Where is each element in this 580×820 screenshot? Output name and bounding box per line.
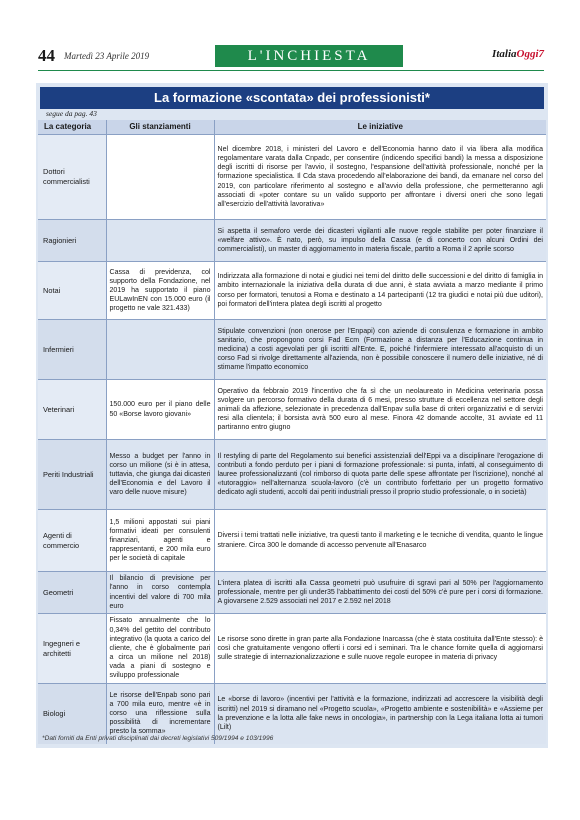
category-cell: Ragionieri — [38, 220, 106, 262]
logo-text-left: Italia — [492, 48, 517, 60]
category-cell: Agenti di commercio — [38, 510, 106, 572]
table-row — [38, 220, 546, 262]
initiatives-cell: Le risorse sono dirette in gran parte alla Fondazione Inarcassa (che è stata costituita dall'Ente stesso): è così che gratuitamente vengono offerti i corsi ed i seminari. Tra le chance fornite quella di aggiornarsi sulle strategie di internazionalizzazione e sulle nuove regole europee in materia di privacy — [214, 614, 546, 684]
funds-cell: Il bilancio di previsione per l'anno in corso contempla incentivi del valore di 700 mila euro — [106, 572, 214, 614]
category-cell: Dottori commercialisti — [38, 135, 106, 220]
table-row — [38, 380, 546, 440]
logo-text-right: Oggi7 — [516, 48, 544, 60]
table-row — [38, 135, 546, 220]
continued-note: segue da pag. 43 — [46, 109, 97, 118]
funds-cell: 150.000 euro per il piano delle 50 «Borse lavoro giovani» — [106, 380, 214, 440]
funds-cell — [106, 220, 214, 262]
newspaper-logo — [492, 48, 544, 60]
funds-cell — [106, 320, 214, 380]
issue-date: Martedì 23 Aprile 2019 — [64, 51, 150, 61]
initiatives-cell: Si aspetta il semaforo verde dei dicasteri vigilanti alle nuove regole stabilite per poter finanziare il «welfare attivo». È nato, però, su impulso della Cassa (e di concerto con alcuni Ordini dei commercialisti), un master di aggiornamento in materia fiscale, partito a Roma il 2 aprile scorso — [214, 220, 546, 262]
initiatives-cell: Nel dicembre 2018, i ministeri del Lavoro e dell'Economia hanno dato il via libera alla modifica regolamentare varata dalla Cnpadc, per consentire (indicendo specifici bandi) la messa a disposizione degli iscritti di risorse per l'avvio, il sostegno, l'espansione dell'attività professionale, nonché per la formazione specialistica. Il Cda stava procedendo all'elaborazione dei bandi, da emanare nel corso del 2019, con particolare riferimento al sostegno e all'avvio della professione, che permetteranno agli associati di «poter contare su un valido supporto per affrontare i diversi oneri che sono legati all'esercizio dell'attività lavorativa» — [214, 135, 546, 220]
page-number: 44 — [38, 46, 55, 65]
column-header-category: La categoria — [38, 120, 106, 135]
funds-cell: Messo a budget per l'anno in corso un milione (si è in attesa, tuttavia, che giunga dai dicasteri dell'Economia e del Lavoro il varo delle nuove misure) — [106, 440, 214, 510]
initiatives-cell: Diversi i temi trattati nelle iniziative, tra questi tanto il marketing e le tecniche di vendita, quanto le lingue straniere. Circa 300 le domande di accesso pervenute all'Enasarco — [214, 510, 546, 572]
table-row — [38, 440, 546, 510]
table-row — [38, 572, 546, 614]
category-cell: Veterinari — [38, 380, 106, 440]
section-label: L'INCHIESTA — [215, 45, 403, 67]
header-rule — [38, 70, 544, 71]
funds-cell: Cassa di previdenza, col supporto della Fondazione, nel 2019 ha supportato il piano EULawInEN con 15.000 euro (il progetto ne vale 321.433) — [106, 262, 214, 320]
table-row — [38, 320, 546, 380]
funds-cell: Fissato annualmente che lo 0,34% del gettito del contributo integrativo (la quota a carico del cliente, che è globalmente pari a circa un milione nel 2018) vada a piani di sostegno e sviluppo professionale — [106, 614, 214, 684]
professions-table — [38, 120, 546, 744]
article-title: La formazione «scontata» dei professionisti* — [40, 87, 544, 109]
initiatives-cell: L'intera platea di iscritti alla Cassa geometri può usufruire di sgravi pari al 50% per l'aggiornamento professionale, mentre per gli under35 l'abbattimento dei costi del 50% c'è pure per i corsi di formazione. A giovarsene 2.529 associati nel 2017 e 2.592 nel 2018 — [214, 572, 546, 614]
initiatives-cell: Stipulate convenzioni (non onerose per l'Enpapi) con aziende di consulenza e formazione in ambito sanitario, che propongono corsi Fad Ecm (Formazione a distanza per l'Educazione continua in medicina) a costi agevolati per gli iscritti all'Ente. E, poiché l'infermiere interessato all'acquisto di un corso Fad si rivolge direttamente all'azienda, non è possibile conoscere il numero delle iniziative, né di stimame l'impatto economico — [214, 320, 546, 380]
column-header-funds: Gli stanziamenti — [106, 120, 214, 135]
category-cell: Periti Industriali — [38, 440, 106, 510]
initiatives-cell: Indirizzata alla formazione di notai e giudici nei temi del diritto delle successioni e del diritto di famiglia in ambito internazionale la iniziativa della durata di due anni, è stata avviata a marzo mediante il primo corso per formatori, tenutosi a Roma e destinato a 14 partecipanti (12 tra giudici e notai più due uditori), poi formatori dell'intera platea degli iscritti al progetto — [214, 262, 546, 320]
column-header-initiatives: Le iniziative — [214, 120, 546, 135]
table-row — [38, 510, 546, 572]
category-cell: Geometri — [38, 572, 106, 614]
funds-cell: 1,5 milioni appostati sui piani formativi ideati per consulenti finanziari, agenti e rappresentanti, e 200 mila euro per le società di capitale — [106, 510, 214, 572]
footnote: *Dati forniti da Enti privati disciplinati dai decreti legislativi 509/1994 e 103/1996 — [42, 735, 274, 742]
category-cell: Biologi — [38, 684, 106, 744]
table-header — [38, 120, 546, 135]
table-row — [38, 262, 546, 320]
category-cell: Notai — [38, 262, 106, 320]
initiatives-cell: Le «borse di lavoro» (incentivi per l'attività e la formazione, indirizzati ad accrescere la visibilità degli iscritti) nel 2019 si diramano nel «Progetto scuola», «Progetto ambiente e sostenibilità» e «Assieme per la prevenzione e la lotta alle fake news in oncologia», in partnership con la Lega italiana lotta ai tumori (Lilt) — [214, 684, 546, 744]
category-cell: Infermieri — [38, 320, 106, 380]
table-row — [38, 614, 546, 684]
category-cell: Ingegneri e architetti — [38, 614, 106, 684]
article-panel — [36, 83, 548, 748]
funds-cell: Le risorse dell'Enpab sono pari a 700 mila euro, mentre «è in corso una riflessione sulla possibilità di incrementare presto la somma» — [106, 684, 214, 744]
funds-cell — [106, 135, 214, 220]
initiatives-cell: Operativo da febbraio 2019 l'incentivo che fa sì che un neolaureato in Medicina veterinaria possa svolgere un percorso formativo della durata di 6 mesi, presso strutture di eccellenza nel settore degli animali da affezione, selezionate in precedenza dall'Enpav sulla base di criteri organizzativi e di servizi resi alla clientela; il borsista avrà 500 euro al mese. Finora 42 domande accolte, 31 avviate ed 11 partiranno entro giugno — [214, 380, 546, 440]
page-masthead — [38, 46, 544, 68]
initiatives-cell: Il restyling di parte del Regolamento sui benefici assistenziali dell'Eppi va a disciplinare l'erogazione di contributi a fondo perduto per i piani di formazione professionale: si punta, infatti, al conseguimento di lauree professionalizzanti (col rimborso di quota parte delle spese affrontate per l'iscrizione), nonché al «tutoraggio» nell'alternanza scuola-lavoro (c'è un contributo forfettario per un progetto formativo dedicato agli studenti, accolti dai periti industriali presso il proprio studio professionale, o in società) — [214, 440, 546, 510]
